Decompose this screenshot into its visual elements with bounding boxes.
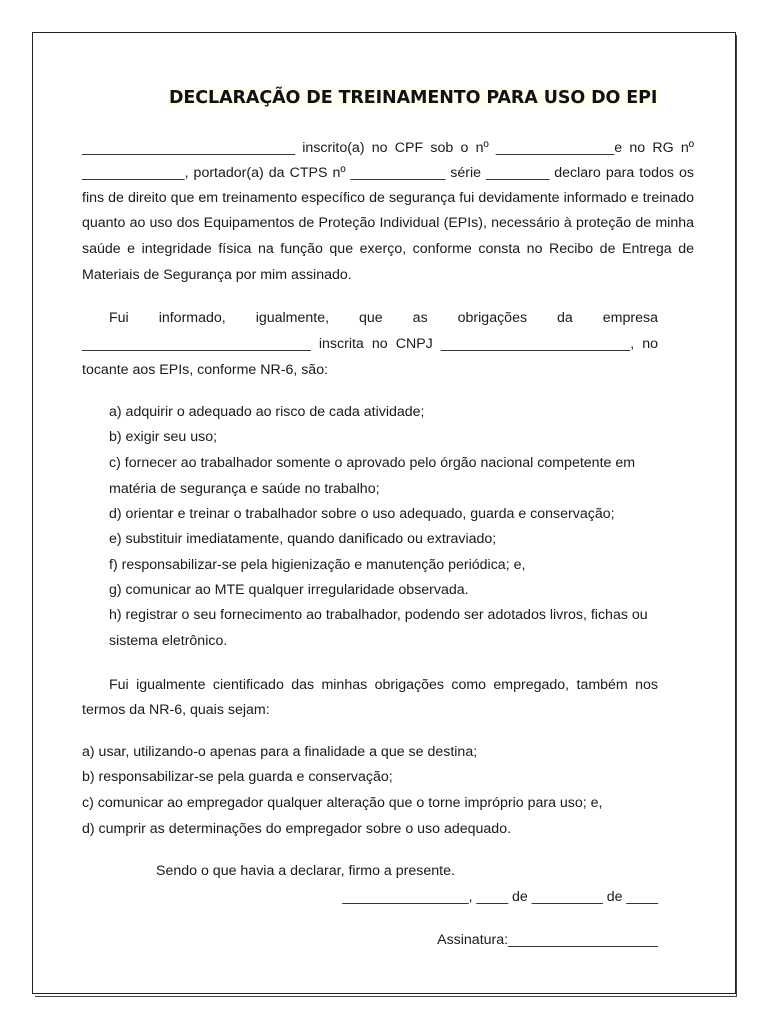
paragraph-line: fins de direito que em treinamento específico de segurança fui devidamente informado e treinado xyxy=(82,190,694,206)
list-item: h) registrar o seu fornecimento ao trabalhador, podendo ser adotados livros, fichas ou xyxy=(109,607,648,623)
list-item: b) exigir seu uso; xyxy=(109,429,218,445)
date-field[interactable]: ________________, ____ de _________ de ____ xyxy=(342,889,658,905)
list-item: f) responsabilizar-se pela higienização e manutenção periódica; e, xyxy=(109,557,526,573)
list-item: d) cumprir as determinações do empregador sobre o uso adequado. xyxy=(82,821,512,837)
list-item: matéria de segurança e saúde no trabalho; xyxy=(109,481,380,497)
paragraph-line: saúde e integridade física na função que exerço, conforme consta no Recibo de Entrega de xyxy=(82,241,694,257)
list-item: a) usar, utilizando-o apenas para a finalidade a que se destina; xyxy=(82,744,478,760)
paragraph-line: _____________________________ inscrita no CNPJ ________________________, no xyxy=(82,336,658,352)
paragraph-line: tocante aos EPIs, conforme NR-6, são: xyxy=(82,362,329,378)
paragraph-line: quanto ao uso dos Equipamentos de Proteção Individual (EPIs), necessário à proteção de minha xyxy=(82,215,694,231)
list-item: g) comunicar ao MTE qualquer irregularidade observada. xyxy=(109,582,469,598)
paragraph-line: termos da NR-6, quais sejam: xyxy=(82,702,270,718)
list-item: sistema eletrônico. xyxy=(109,633,228,649)
paragraph-line: Fui informado, igualmente, que as obrigações da empresa xyxy=(109,310,658,326)
document-title: DECLARAÇÃO DE TREINAMENTO PARA USO DO EPI xyxy=(169,88,658,108)
signature-field[interactable]: Assinatura:___________________ xyxy=(437,932,658,948)
paragraph-line: Fui igualmente cientificado das minhas obrigações como empregado, também nos xyxy=(109,677,658,693)
paragraph-line: _____________, portador(a) da CTPS nº ____________ série ________ declaro para todos os xyxy=(82,165,694,181)
list-item: b) responsabilizar-se pela guarda e conservação; xyxy=(82,769,393,785)
list-item: c) comunicar ao empregador qualquer alteração que o torne impróprio para uso; e, xyxy=(82,795,603,811)
list-item: d) orientar e treinar o trabalhador sobre o uso adequado, guarda e conservação; xyxy=(109,506,615,522)
list-item: e) substituir imediatamente, quando danificado ou extraviado; xyxy=(109,531,497,547)
list-item: c) fornecer ao trabalhador somente o aprovado pelo órgão nacional competente em xyxy=(109,455,636,471)
list-item: a) adquirir o adequado ao risco de cada atividade; xyxy=(109,404,425,420)
closing-statement: Sendo o que havia a declarar, firmo a presente. xyxy=(156,863,455,879)
paragraph-line: ___________________________ inscrito(a) no CPF sob o nº _______________e no RG nº xyxy=(82,140,694,156)
paragraph-line: Materiais de Segurança por mim assinado. xyxy=(82,267,352,283)
